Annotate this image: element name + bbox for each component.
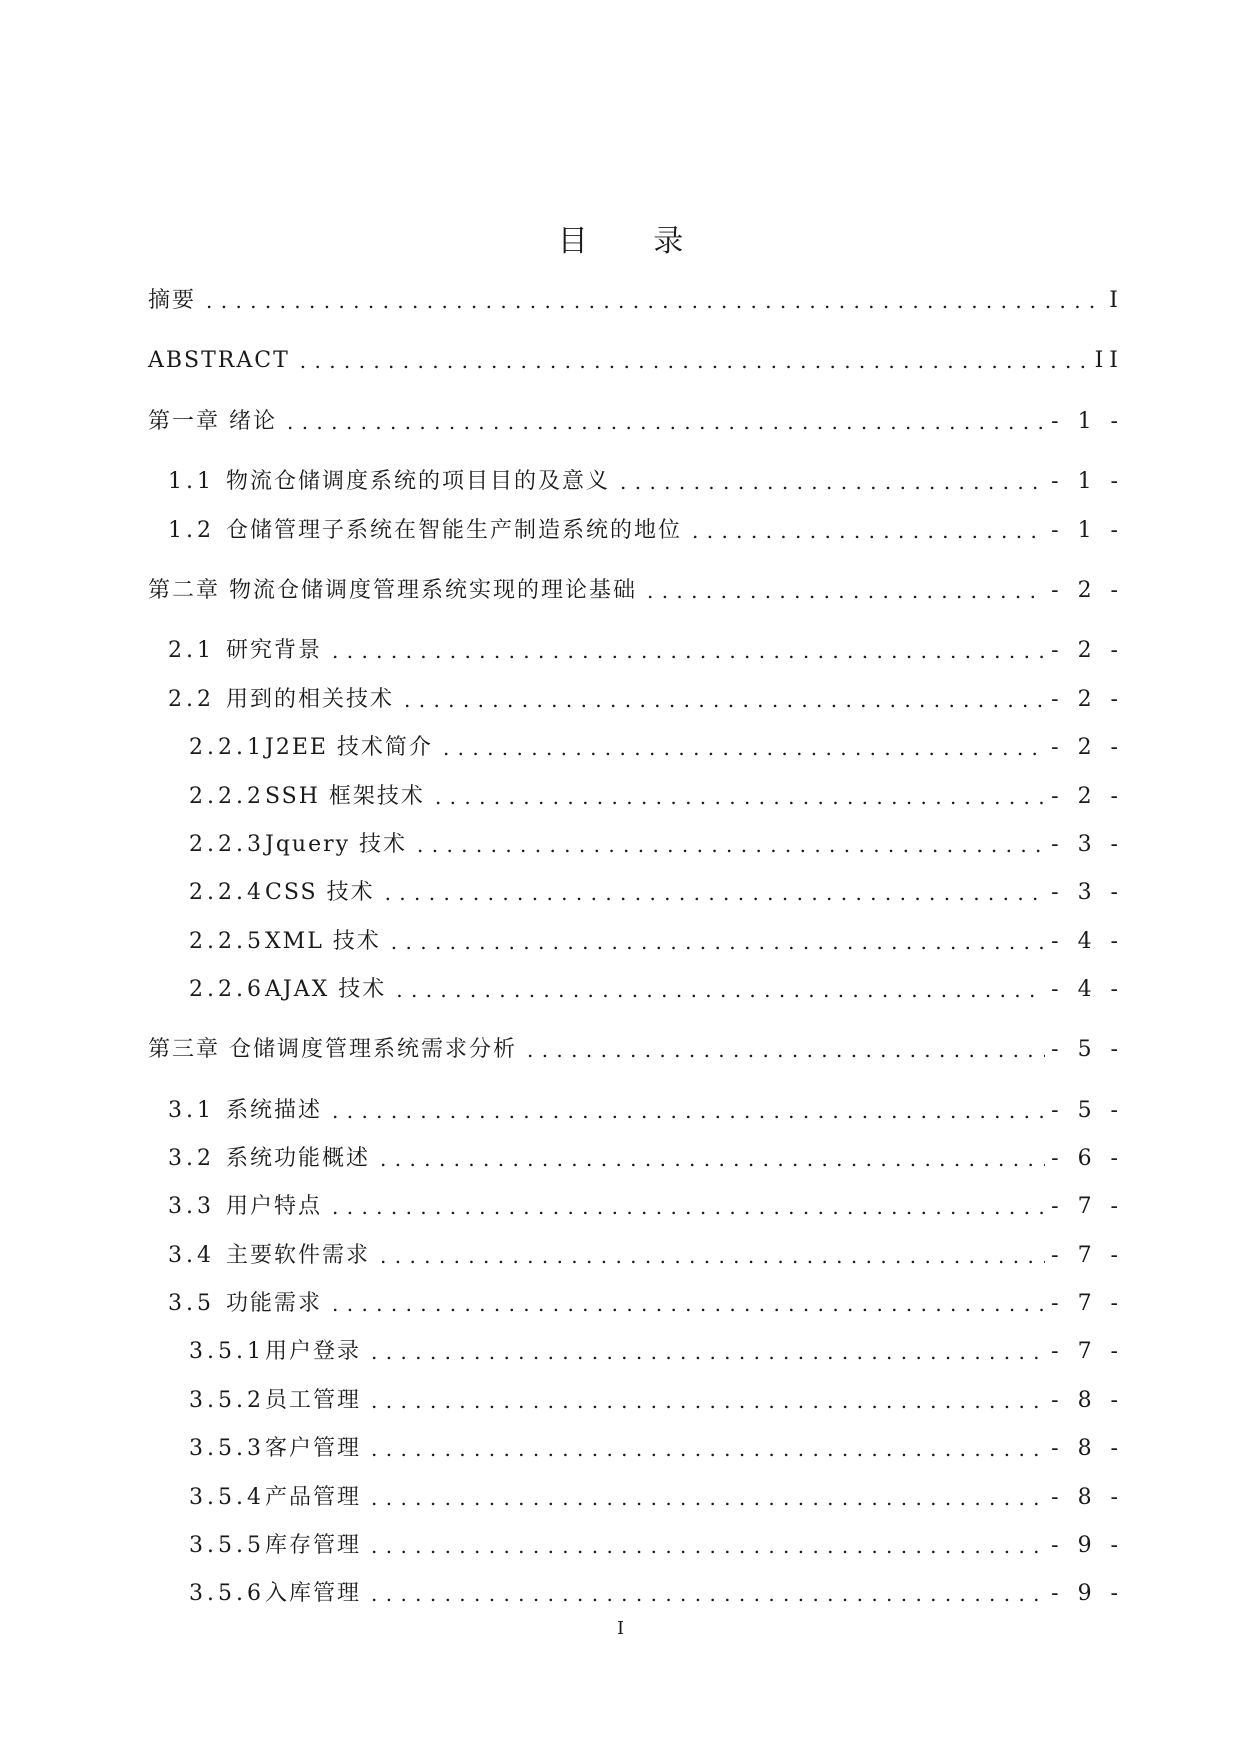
- toc-leader-dots: [206, 286, 1103, 316]
- toc-entry-number: 3.5.1: [189, 1339, 265, 1364]
- toc-entry-text: SSH 框架技术: [265, 784, 425, 809]
- toc-leader-dots: [371, 1386, 1045, 1416]
- toc-leader-dots: [332, 636, 1045, 666]
- toc-entry-page: - 9 -: [1051, 1581, 1124, 1606]
- toc-entry-section-2-1[interactable]: [168, 634, 1124, 666]
- toc-entry-text: 研究背景: [226, 638, 323, 663]
- toc-entry-text: 摘要: [148, 288, 197, 313]
- toc-entry-text: 物流仓储调度系统的项目目的及意义: [226, 469, 611, 494]
- toc-entry-abstract-en[interactable]: [148, 344, 1124, 376]
- toc-entry-number: 3.5.2: [189, 1388, 265, 1413]
- toc-entry-number: 3.5: [168, 1291, 215, 1316]
- page-number-footer: I: [616, 1618, 625, 1639]
- toc-entry-number: 2.2.3: [189, 832, 265, 857]
- toc-entry-text: CSS 技术: [265, 880, 375, 905]
- toc-entry-page: - 2 -: [1051, 687, 1124, 712]
- toc-entry-section-2-2-3[interactable]: [189, 828, 1124, 860]
- toc-leader-dots: [371, 1434, 1045, 1464]
- toc-entry-number: 3.5.6: [189, 1581, 265, 1606]
- toc-leader-dots: [417, 830, 1045, 860]
- toc-entry-text: 客户管理: [265, 1436, 362, 1461]
- toc-entry-number: 3.5.5: [189, 1533, 265, 1558]
- toc-entry-text: XML 技术: [265, 929, 381, 954]
- toc-entry-number: 2.2.2: [189, 784, 265, 809]
- toc-entry-text: 第三章 仓储调度管理系统需求分析: [148, 1037, 517, 1062]
- toc-entry-section-2-2[interactable]: [168, 683, 1124, 715]
- toc-entry-section-2-2-5[interactable]: [189, 925, 1124, 957]
- toc-entry-text: 第二章 物流仓储调度管理系统实现的理论基础: [148, 578, 637, 603]
- toc-entry-page: - 8 -: [1051, 1388, 1124, 1413]
- toc-entry-chapter-3[interactable]: [148, 1033, 1124, 1065]
- toc-entry-page: - 3 -: [1051, 880, 1124, 905]
- toc-entry-number: 2.2.1: [189, 735, 265, 760]
- toc-entry-text: 系统描述: [226, 1098, 323, 1123]
- toc-entry-abstract-cn[interactable]: [148, 284, 1124, 316]
- toc-entry-text: 主要软件需求: [226, 1243, 371, 1268]
- toc-entry-section-3-5-1[interactable]: [189, 1335, 1124, 1367]
- toc-entry-page: - 2 -: [1051, 578, 1124, 603]
- toc-entry-text: 用户特点: [226, 1194, 323, 1219]
- toc-entry-number: 2.2.5: [189, 929, 265, 954]
- toc-entry-number: 3.5.4: [189, 1485, 265, 1510]
- toc-entry-page: - 5 -: [1051, 1037, 1124, 1062]
- toc-leader-dots: [396, 975, 1045, 1005]
- toc-entry-page: - 2 -: [1051, 784, 1124, 809]
- toc-entry-section-3-5[interactable]: [168, 1287, 1124, 1319]
- toc-entry-section-3-2[interactable]: [168, 1142, 1124, 1174]
- toc-leader-dots: [371, 1483, 1045, 1513]
- toc-leader-dots: [371, 1579, 1045, 1609]
- toc-leader-dots: [332, 1096, 1045, 1126]
- toc-entry-text: 功能需求: [226, 1291, 323, 1316]
- toc-leader-dots: [380, 1144, 1045, 1174]
- toc-entry-page: - 1 -: [1051, 469, 1124, 494]
- toc-leader-dots: [391, 927, 1045, 957]
- toc-entry-text: ABSTRACT: [148, 348, 290, 373]
- toc-entry-page: - 7 -: [1051, 1339, 1124, 1364]
- toc-entry-section-3-5-2[interactable]: [189, 1384, 1124, 1416]
- toc-leader-dots: [332, 1192, 1045, 1222]
- toc-entry-text: Jquery 技术: [265, 832, 408, 857]
- toc-entry-section-3-5-5[interactable]: [189, 1529, 1124, 1561]
- toc-entry-text: 系统功能概述: [226, 1146, 371, 1171]
- toc-entry-number: 1.2: [168, 518, 215, 543]
- toc-entry-section-1-2[interactable]: [168, 514, 1124, 546]
- toc-entry-number: 2.1: [168, 638, 215, 663]
- toc-entry-page: - 4 -: [1051, 929, 1124, 954]
- toc-entry-text: 第一章 绪论: [148, 409, 277, 434]
- toc-entry-section-3-5-3[interactable]: [189, 1432, 1124, 1464]
- toc-entry-chapter-2[interactable]: [148, 574, 1124, 606]
- toc-leader-dots: [692, 516, 1045, 546]
- toc-entry-page: - 8 -: [1051, 1436, 1124, 1461]
- toc-entry-page: - 4 -: [1051, 977, 1124, 1002]
- toc-leader-dots: [443, 733, 1045, 763]
- toc-entry-text: J2EE 技术简介: [265, 735, 433, 760]
- toc-entry-section-3-4[interactable]: [168, 1239, 1124, 1271]
- toc-entry-page: - 2 -: [1051, 735, 1124, 760]
- toc-leader-dots: [332, 1289, 1045, 1319]
- toc-entry-text: 入库管理: [265, 1581, 362, 1606]
- toc-leader-dots: [404, 685, 1045, 715]
- toc-entry-section-1-1[interactable]: [168, 465, 1124, 497]
- toc-entry-page: - 1 -: [1051, 518, 1124, 543]
- toc-entry-page: - 3 -: [1051, 832, 1124, 857]
- toc-entry-page: - 5 -: [1051, 1098, 1124, 1123]
- toc-entry-number: 3.3: [168, 1194, 215, 1219]
- toc-entry-section-3-5-4[interactable]: [189, 1481, 1124, 1513]
- toc-entry-section-2-2-1[interactable]: [189, 731, 1124, 763]
- toc-entry-text: 仓储管理子系统在智能生产制造系统的地位: [226, 518, 683, 543]
- toc-entry-number: 1.1: [168, 469, 215, 494]
- toc-leader-dots: [371, 1337, 1045, 1367]
- toc-leader-dots: [527, 1035, 1045, 1065]
- toc-entry-number: 2.2.4: [189, 880, 265, 905]
- toc-entry-page: - 2 -: [1051, 638, 1124, 663]
- toc-leader-dots: [371, 1531, 1045, 1561]
- toc-entry-number: 3.2: [168, 1146, 215, 1171]
- toc-entry-text: 用到的相关技术: [226, 687, 395, 712]
- toc-entry-section-2-2-4[interactable]: [189, 876, 1124, 908]
- toc-entry-chapter-1[interactable]: [148, 405, 1124, 437]
- toc-leader-dots: [380, 1241, 1045, 1271]
- toc-entry-page: - 8 -: [1051, 1485, 1124, 1510]
- toc-title: 目 录: [557, 224, 712, 259]
- toc-entry-number: 2.2.6: [189, 977, 265, 1002]
- toc-entry-text: 库存管理: [265, 1533, 362, 1558]
- toc-entry-page: - 7 -: [1051, 1243, 1124, 1268]
- toc-entry-page: - 7 -: [1051, 1194, 1124, 1219]
- toc-entry-section-3-3[interactable]: [168, 1190, 1124, 1222]
- toc-entry-text: AJAX 技术: [265, 977, 387, 1002]
- toc-leader-dots: [435, 782, 1045, 812]
- toc-leader-dots: [385, 878, 1046, 908]
- toc-leader-dots: [620, 467, 1045, 497]
- toc-entry-page: - 9 -: [1051, 1533, 1124, 1558]
- toc-entry-page: - 7 -: [1051, 1291, 1124, 1316]
- toc-leader-dots: [647, 576, 1045, 606]
- toc-entry-number: 3.4: [168, 1243, 215, 1268]
- toc-entry-page: - 6 -: [1051, 1146, 1124, 1171]
- toc-entry-section-2-2-2[interactable]: [189, 780, 1124, 812]
- toc-entry-page: II: [1094, 348, 1124, 373]
- toc-leader-dots: [287, 407, 1045, 437]
- toc-entry-number: 3.5.3: [189, 1436, 265, 1461]
- toc-entry-section-2-2-6[interactable]: [189, 973, 1124, 1005]
- toc-entry-page: - 1 -: [1051, 409, 1124, 434]
- toc-entry-section-3-5-6[interactable]: [189, 1577, 1124, 1609]
- toc-entry-text: 用户登录: [265, 1339, 362, 1364]
- toc-leader-dots: [300, 346, 1089, 376]
- toc-entry-section-3-1[interactable]: [168, 1094, 1124, 1126]
- toc-entry-number: 2.2: [168, 687, 215, 712]
- toc-entry-page: I: [1109, 288, 1124, 313]
- toc-entry-text: 员工管理: [265, 1388, 362, 1413]
- toc-entry-text: 产品管理: [265, 1485, 362, 1510]
- toc-entry-number: 3.1: [168, 1098, 215, 1123]
